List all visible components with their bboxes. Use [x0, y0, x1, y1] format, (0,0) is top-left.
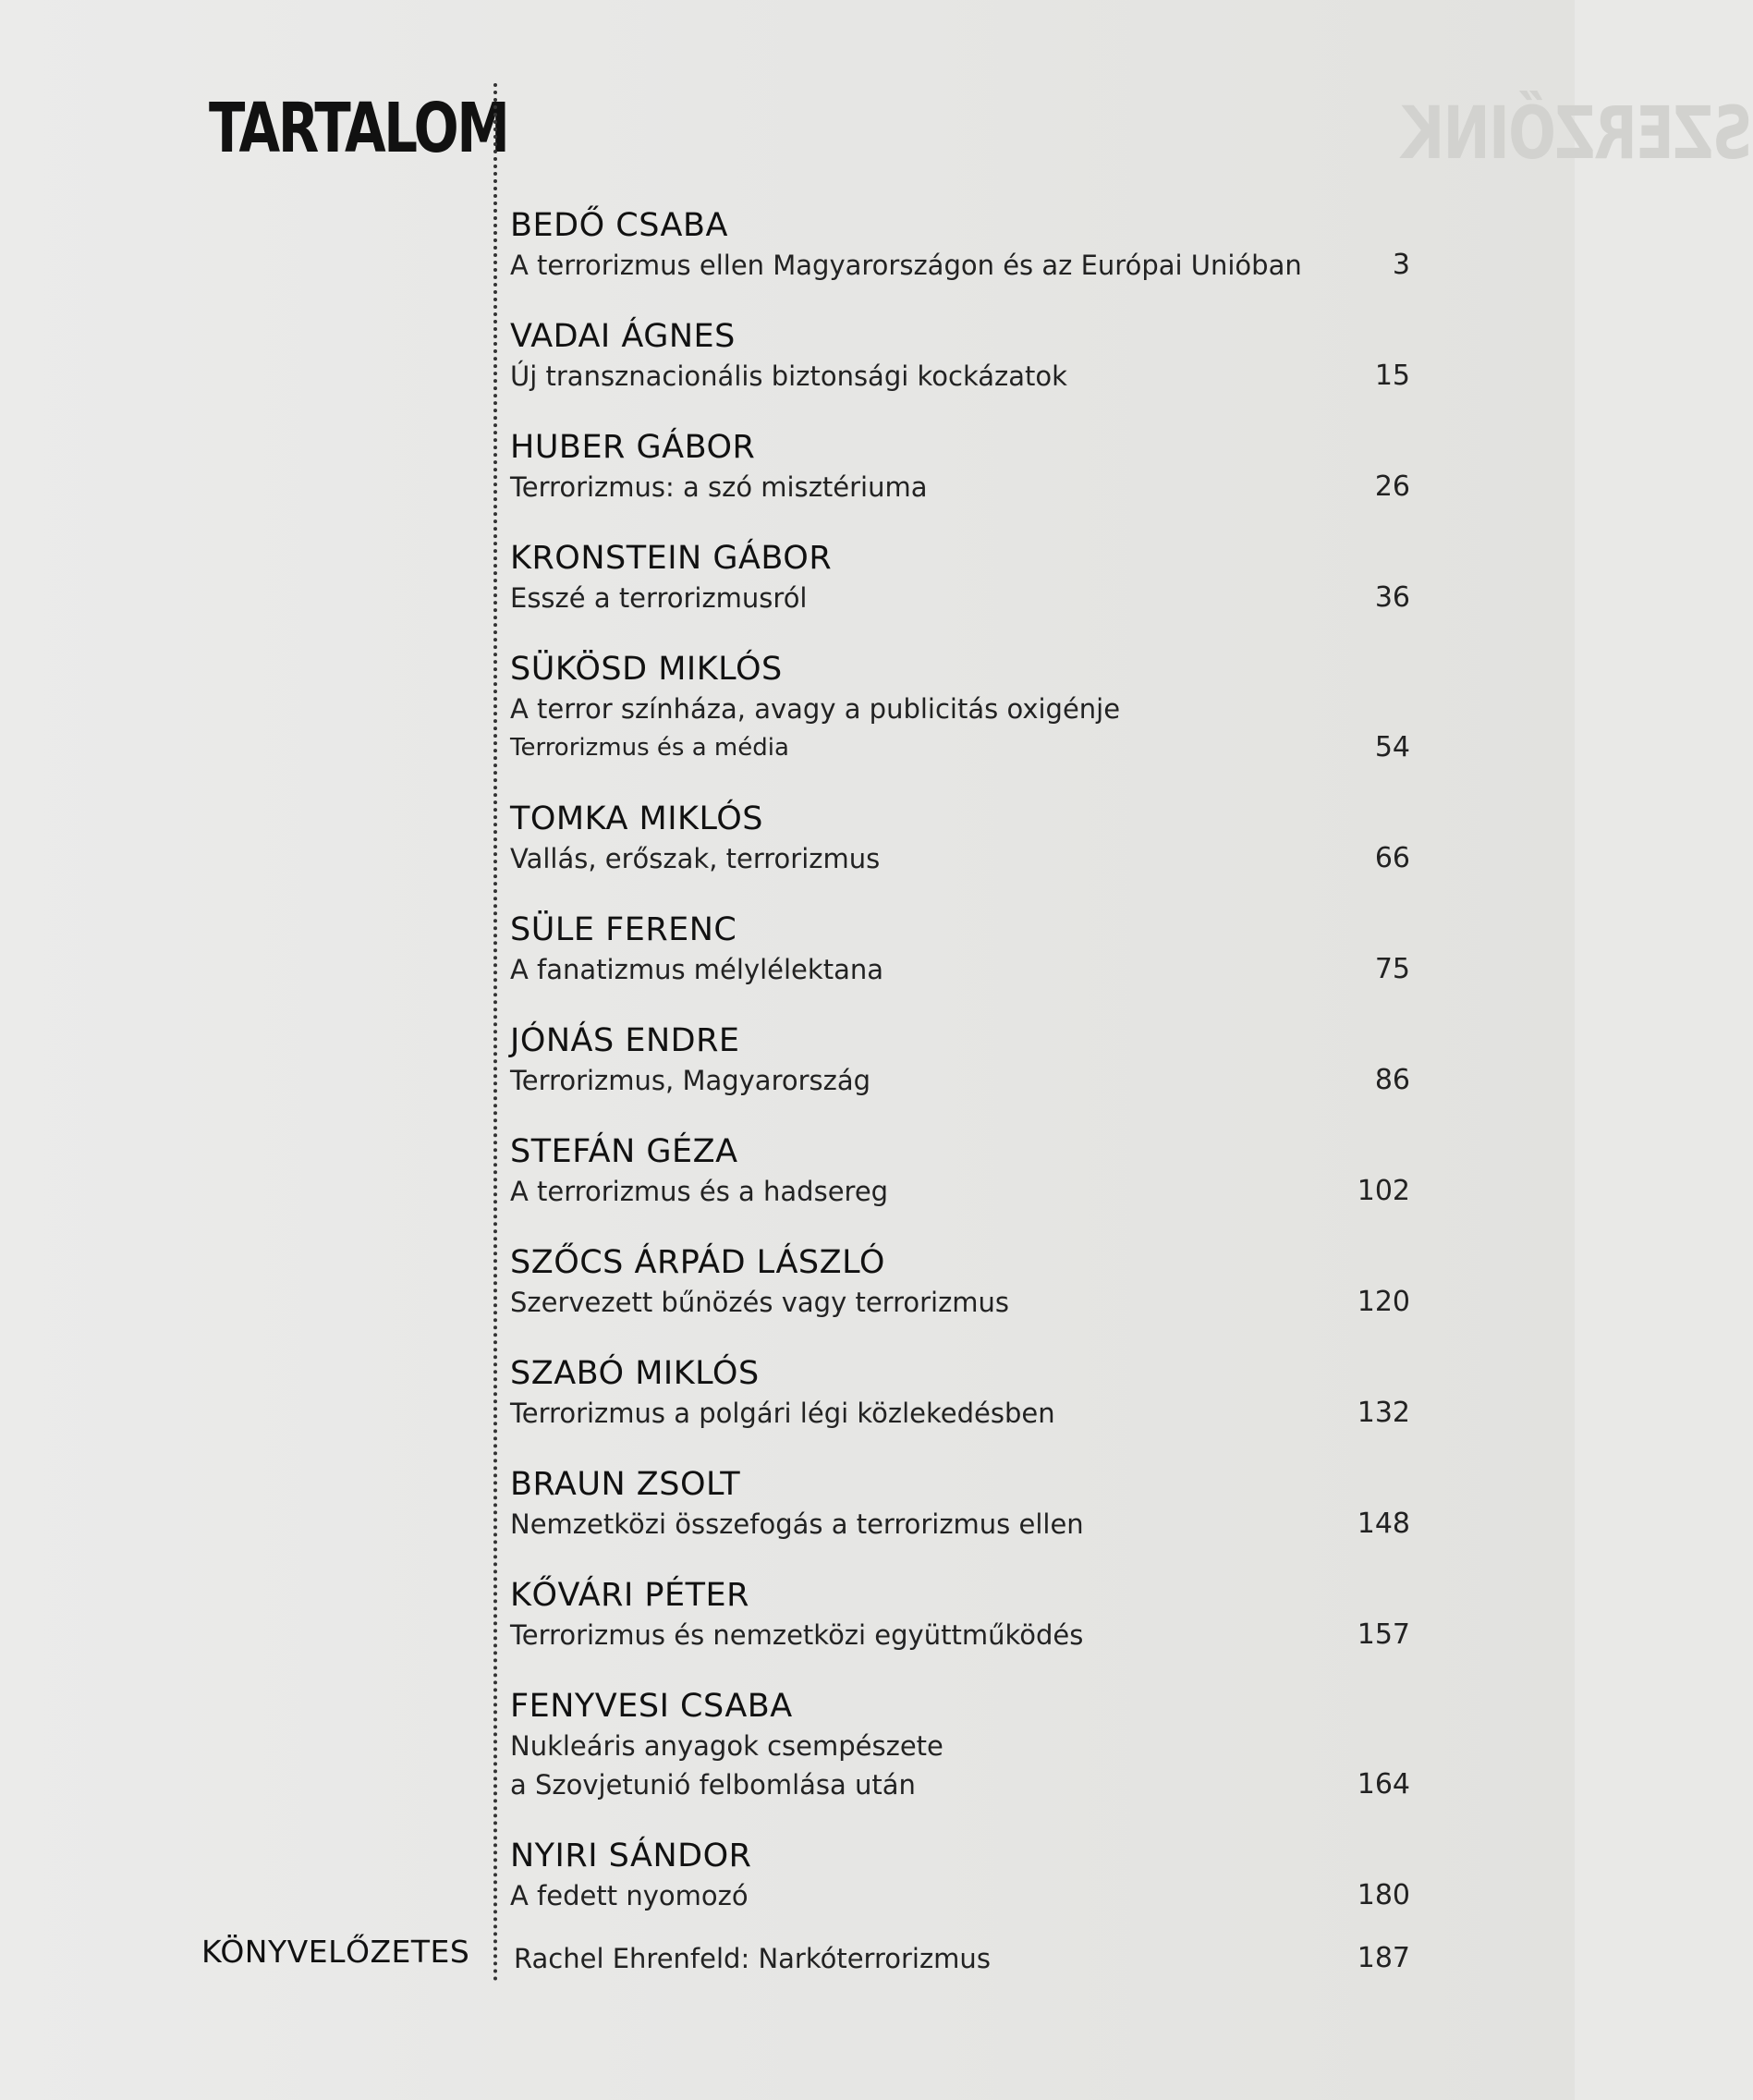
entry-author: STEFÁN GÉZA: [510, 1133, 738, 1170]
toc-entry[interactable]: [510, 1242, 1434, 1322]
entry-page-number: 157: [1357, 1618, 1410, 1651]
entry-title-line: Terrorizmus és nemzetközi együttműködés: [510, 1619, 1084, 1651]
entry-page-number: 148: [1357, 1508, 1410, 1540]
entry-author: KRONSTEIN GÁBOR: [510, 540, 833, 577]
toc-entry[interactable]: [510, 1353, 1434, 1433]
toc-entry[interactable]: [510, 316, 1434, 396]
toc-entry[interactable]: [510, 649, 1434, 767]
entry-title-line: Esszé a terrorizmusról: [510, 582, 808, 614]
entry-page-number: 86: [1374, 1064, 1410, 1096]
entry-page-number: 180: [1357, 1879, 1410, 1911]
entry-page-number: 36: [1374, 581, 1410, 614]
entry-page-number: 75: [1374, 953, 1410, 985]
entry-title-line: A fedett nyomozó: [510, 1880, 749, 1911]
entry-title-line: A fanatizmus mélylélektana: [510, 954, 883, 985]
preview-text: Rachel Ehrenfeld: Narkóterrorizmus: [514, 1943, 991, 1974]
entry-title-line: a Szovjetunió felbomlása után: [510, 1769, 916, 1801]
entry-author: KŐVÁRI PÉTER: [510, 1577, 749, 1614]
entry-title-line: A terrorizmus ellen Magyarországon és az Európai Unióban: [510, 250, 1302, 281]
entry-title-line: A terrorizmus és a hadsereg: [510, 1176, 889, 1207]
page-title: TARTALOM: [209, 89, 508, 168]
entry-page-number: 164: [1357, 1768, 1410, 1801]
entry-title-line: Terrorizmus: a szó misztériuma: [510, 471, 928, 503]
entry-title-line: Új transznacionális biztonsági kockázatok: [510, 360, 1067, 392]
entry-title-line: A terror színháza, avagy a publicitás oxigénje: [510, 693, 1121, 725]
dotted-divider: [493, 83, 497, 1983]
toc-entry[interactable]: [510, 427, 1434, 507]
toc-entry[interactable]: [510, 1131, 1434, 1211]
toc-entry[interactable]: [510, 1020, 1434, 1100]
toc-entry[interactable]: [510, 799, 1434, 878]
toc-entry[interactable]: [510, 1575, 1434, 1654]
entry-title-line: Nukleáris anyagok csempészete: [510, 1730, 943, 1762]
entry-page-number: 102: [1357, 1175, 1410, 1207]
toc-entry[interactable]: [510, 910, 1434, 989]
entry-page-number: 54: [1374, 731, 1410, 763]
entry-author: FENYVESI CSABA: [510, 1688, 793, 1725]
entry-title-line: Terrorizmus a polgári légi közlekedésben: [510, 1398, 1055, 1429]
entry-author: SÜKÖSD MIKLÓS: [510, 651, 783, 688]
entry-author: VADAI ÁGNES: [510, 318, 736, 355]
entry-page-number: 26: [1374, 470, 1410, 503]
entry-title-line: Vallás, erőszak, terrorizmus: [510, 843, 881, 874]
entry-title-line: Terrorizmus és a média: [510, 734, 789, 762]
bleed-through-heading: SZERZŐINK: [1403, 92, 1753, 176]
entry-author: BEDŐ CSABA: [510, 207, 728, 244]
entry-author: TOMKA MIKLÓS: [510, 800, 764, 837]
entry-author: BRAUN ZSOLT: [510, 1466, 741, 1503]
entry-author: SÜLE FERENC: [510, 911, 737, 948]
entry-page-number: 66: [1374, 842, 1410, 874]
toc-entry[interactable]: [510, 1836, 1434, 1915]
preview-page-number: 187: [1357, 1942, 1410, 1974]
entry-author: SZABÓ MIKLÓS: [510, 1355, 760, 1392]
entry-page-number: 120: [1357, 1286, 1410, 1318]
entry-page-number: 132: [1357, 1397, 1410, 1429]
entry-title-line: Terrorizmus, Magyarország: [510, 1065, 871, 1096]
entry-author: NYIRI SÁNDOR: [510, 1838, 752, 1874]
entry-author: SZŐCS ÁRPÁD LÁSZLÓ: [510, 1244, 885, 1281]
entry-title-line: Nemzetközi összefogás a terrorizmus ellen: [510, 1508, 1084, 1540]
entry-title-line: Szervezett bűnözés vagy terrorizmus: [510, 1287, 1010, 1318]
toc-entry[interactable]: [510, 1686, 1434, 1804]
entry-page-number: 3: [1392, 249, 1410, 281]
entry-author: JÓNÁS ENDRE: [510, 1022, 740, 1059]
preview-label: KÖNYVELŐZETES: [201, 1934, 470, 1970]
toc-entry[interactable]: [510, 538, 1434, 617]
entry-page-number: 15: [1374, 360, 1410, 392]
toc-entry[interactable]: [510, 205, 1434, 285]
preview-entry[interactable]: [514, 1939, 1410, 1978]
toc-entries: [510, 205, 1434, 1947]
entry-author: HUBER GÁBOR: [510, 429, 756, 466]
toc-entry[interactable]: [510, 1464, 1434, 1544]
